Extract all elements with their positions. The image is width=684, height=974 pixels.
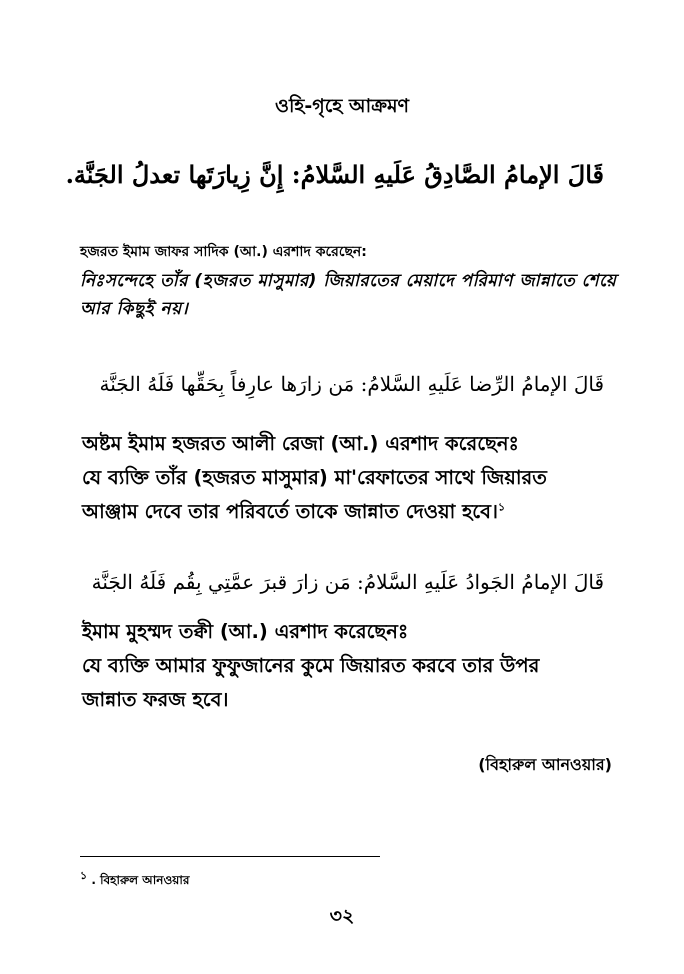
- hadith-1-intro: হজরত ইমাম জাফর সাদিক (আ.) এরশাদ করেছেন:: [80, 244, 367, 260]
- hadith-2-line-2: [82, 498, 505, 530]
- source-citation: (বিহারুল আনওয়ার): [478, 755, 612, 774]
- arabic-quote-3: قَالَ الإمامُ الجَوادُ عَلَيهِ السَّلامُ: مَن زارَ قبرَ عمَّتِي بِقُم فَلَهُ الجَنَّة: [91, 570, 604, 594]
- footnote-text: . বিহারুল আনওয়ার: [91, 873, 190, 887]
- hadith-2-line-2-text: আঞ্জাম দেবে তার পরিবর্তে তাকে জান্নাত দেওয়া হবে।: [82, 500, 498, 523]
- arabic-quote-2: قَالَ الإمامُ الرِّضا عَلَيهِ السَّلامُ: مَن زارَها عارِفاً بِحَقِّها فَلَهُ الجَنَّة: [99, 372, 604, 396]
- page-number: ৩২: [329, 905, 355, 927]
- footnote-marker: ১: [80, 869, 88, 882]
- hadith-3-intro: ইমাম মুহম্মদ তক্বী (আ.) এরশাদ করেছেনঃ: [82, 620, 409, 643]
- hadith-2-intro: অষ্টম ইমাম হজরত আলী রেজা (আ.) এরশাদ করেছেনঃ: [82, 432, 519, 455]
- page-title: ওহি-গৃহে আক্রমণ: [274, 95, 410, 117]
- hadith-3-line-1: যে ব্যক্তি আমার ফুফুজানের কুমে জিয়ারত করবে তার উপর: [82, 654, 540, 677]
- footnote: [80, 869, 190, 892]
- hadith-1-line-2: আর কিছুই নয়।: [80, 299, 189, 319]
- footnote-divider: [80, 856, 380, 857]
- hadith-3-line-2: জান্নাত ফরজ হবে।: [82, 688, 229, 711]
- footnote-reference[interactable]: ১: [497, 500, 506, 514]
- arabic-quote-1: قَالَ الإمامُ الصَّادِقُ عَلَيهِ السَّلامُ: إِنَّ زِيارَتَها تعدلُ الجَنَّة.: [65, 160, 604, 189]
- hadith-1-line-1: নিঃসন্দেহে তাঁর (হজরত মাসুমার) জিয়ারতের মেয়াদে পরিমাণ জান্নাতে শেয়ে: [80, 271, 617, 291]
- hadith-2-line-1: যে ব্যক্তি তাঁর (হজরত মাসুমার) মা'রেফাতের সাথে জিয়ারত: [82, 466, 547, 489]
